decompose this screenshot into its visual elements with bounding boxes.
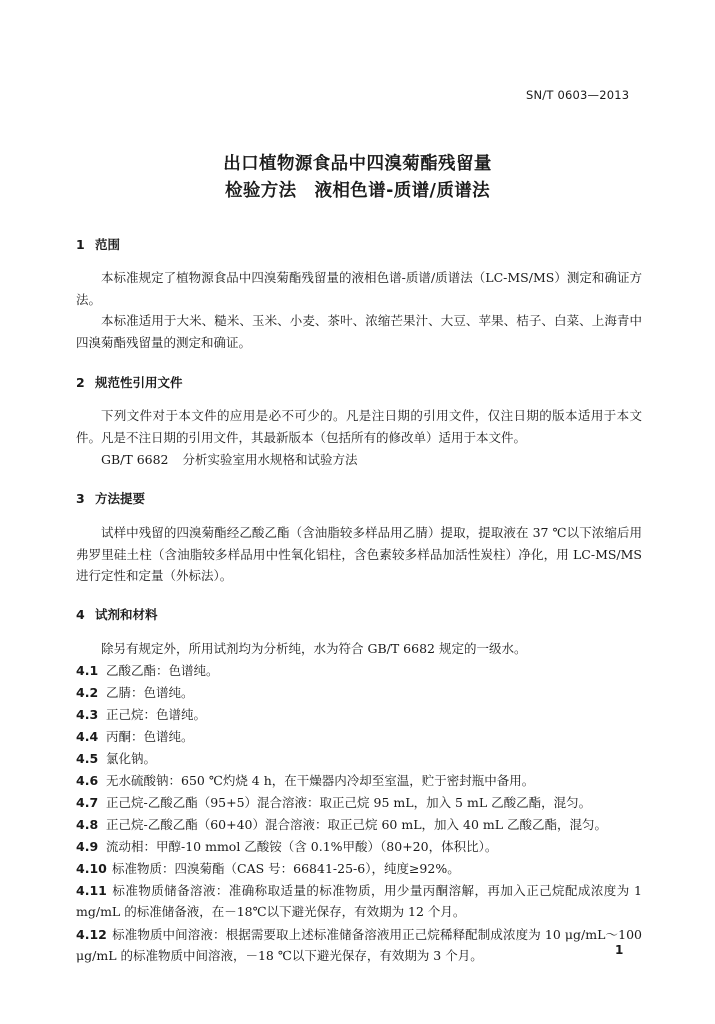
reference-title: 分析实验室用水规格和试验方法: [182, 452, 358, 467]
item-text: 乙酸乙酯：色谱纯。: [106, 663, 219, 678]
item-number: 4.3: [76, 707, 99, 722]
section-4-title: 试剂和材料: [95, 607, 158, 622]
item-number: 4.7: [76, 795, 99, 810]
item-text: 标准物质中间溶液：根据需要取上述标准储备溶液用正己烷稀释配制成浓度为 10 μg/mL～100 μg/mL 的标准物质中间溶液，－18 ℃以下避光保存，有效期为 3 个月。: [76, 927, 642, 963]
item-number: 4.9: [76, 839, 99, 854]
section-3-heading: [76, 489, 145, 507]
reagent-item: [76, 815, 642, 836]
reagent-item: [76, 749, 642, 770]
item-text: 乙腈：色谱纯。: [106, 685, 194, 700]
document-title-line1: 出口植物源食品中四溴菊酯残留量: [223, 154, 492, 174]
item-number: 4.5: [76, 751, 99, 766]
item-text: 无水硫酸钠：650 ℃灼烧 4 h，在干燥器内冷却至室温，贮于密封瓶中备用。: [106, 773, 535, 788]
section-2-heading: [76, 373, 183, 391]
section-4-intro: 除另有规定外，所用试剂均为分析纯，水为符合 GB/T 6682 规定的一级水。: [101, 641, 527, 656]
section-4-number: 4: [76, 607, 85, 622]
reagent-item: [76, 705, 642, 726]
section-1-paragraph-1: 本标准规定了植物源食品中四溴菊酯残留量的液相色谱-质谱/质谱法（LC-MS/MS）测定和确证方法。: [76, 270, 642, 307]
reagent-item: [76, 793, 642, 814]
item-text: 氯化钠。: [106, 751, 157, 766]
item-text: 正己烷：色谱纯。: [106, 707, 207, 722]
reagent-item: [76, 771, 642, 792]
section-3-paragraph-1: 试样中残留的四溴菊酯经乙酸乙酯（含油脂较多样品用乙腈）提取，提取液在 37 ℃以下浓缩后用弗罗里硅土柱（含油脂较多样品用中性氧化铝柱，含色素较多样品加活性炭柱）净化，用 LC-MS/MS 进行定性和定量（外标法）。: [76, 525, 642, 583]
reference-code: GB/T 6682: [101, 452, 169, 467]
item-number: 4.1: [76, 663, 99, 678]
item-number: 4.2: [76, 685, 99, 700]
item-number: 4.4: [76, 729, 99, 744]
item-text: 正己烷-乙酸乙酯（95+5）混合溶液：取正己烷 95 mL，加入 5 mL 乙酸乙酯，混匀。: [106, 795, 592, 810]
standard-code: SN/T 0603—2013: [526, 88, 630, 102]
reagent-item: [76, 925, 642, 966]
reagent-item: [76, 881, 642, 922]
item-text: 标准物质：四溴菊酯（CAS 号：66841-25-6），纯度≥92%。: [112, 861, 460, 876]
item-number: 4.11: [76, 883, 107, 898]
reagent-item: [76, 661, 642, 682]
normative-reference: [101, 450, 358, 468]
item-text: 丙酮：色谱纯。: [106, 729, 194, 744]
section-1-title: 范围: [95, 237, 121, 252]
document-title-line2: 检验方法 液相色谱-质谱/质谱法: [224, 181, 491, 201]
section-1-number: 1: [76, 237, 85, 252]
section-3-number: 3: [76, 491, 85, 506]
section-4-heading: [76, 605, 158, 623]
section-1-heading: [76, 235, 120, 253]
reagent-item: [76, 727, 642, 748]
reagent-item: [76, 859, 642, 880]
item-number: 4.6: [76, 773, 99, 788]
section-3-title: 方法提要: [95, 491, 146, 506]
section-2-title: 规范性引用文件: [95, 375, 183, 390]
reagent-item: [76, 683, 642, 704]
section-2-number: 2: [76, 375, 85, 390]
item-number: 4.8: [76, 817, 99, 832]
item-text: 标准物质储备溶液：准确称取适量的标准物质，用少量丙酮溶解，再加入正己烷配成浓度为 1 mg/mL 的标准储备液，在－18℃以下避光保存，有效期为 12 个月。: [76, 883, 642, 919]
item-number: 4.12: [76, 927, 107, 942]
reagent-item: [76, 837, 642, 858]
section-1-paragraph-2: 本标准适用于大米、糙米、玉米、小麦、茶叶、浓缩芒果汁、大豆、苹果、桔子、白菜、上海青中四溴菊酯残留量的测定和确证。: [76, 313, 642, 350]
page-number: 1: [615, 943, 624, 957]
section-2-paragraph-1: 下列文件对于本文件的应用是必不可少的。凡是注日期的引用文件，仅注日期的版本适用于本文件。凡是不注日期的引用文件，其最新版本（包括所有的修改单）适用于本文件。: [76, 408, 642, 445]
item-number: 4.10: [76, 861, 107, 876]
item-text: 正己烷-乙酸乙酯（60+40）混合溶液：取正己烷 60 mL，加入 40 mL 乙酸乙酯，混匀。: [106, 817, 607, 832]
item-text: 流动相：甲醇-10 mmol 乙酸铵（含 0.1%甲酸）（80+20，体积比）。: [106, 839, 498, 854]
